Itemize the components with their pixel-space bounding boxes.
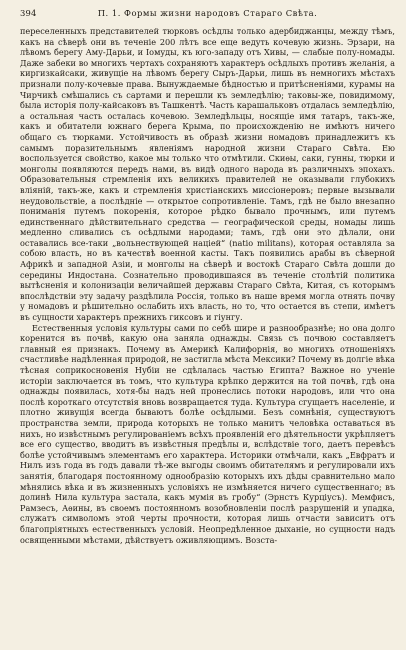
running-title: П. 1. Формы жизни народовъ Стараго Свѣта. [97,8,318,18]
page-header [20,8,395,21]
paragraph-1: переселенныхъ представителей тюрковъ осѣдлы только адербиджанцы, между тѣмъ, какъ на сѣверѣ они въ теченіе 200 лѣтъ все еще ведуть кочевую жизнь. Эрзари, на лѣвомъ берегу Аму-Дарьи, и Іомуды, къ юго-западу отъ Хивы, — слабые полу-номады. Даже забеки во многихъ чертахъ сохраняютъ характеръ осѣдлыхъ противъ желанія, а киргизкайсаки, живущіе на лѣвомъ берегу Сыръ-Дарьи, лишь въ немногихъ мѣстахъ признали полу-кочевые права. Вынуждаемые бѣдностью и притѣсненіями, курамы на Чирчикѣ смѣшались съ сартами и перешли къ земледѣлію; таковы-же, повидимому, была исторія полу-кайсаковъ въ Ташкентѣ. Часть карашальковъ отдалась земледѣлію, а остальная часть осталась кочевою. Земледѣльцы, носящіе имя татаръ, такъ-же, какъ и обитатели южнаго берега Крыма, по происхожденію не имѣютъ ничего общаго съ тюрками. Устойчивость въ образѣ жизни номадовъ принадлежитъ къ самымъ поразительнымъ явленіямъ народной жизни Стараго Свѣта. Ею воспользуется свойство, какое мы только что отмѣтили. Скиѳы, саки, гунны, тюрки и монголы появляются передъ нами, въ видѣ одного народа въ различныхъ эпохахъ. Образовательныя стремленія ихъ великихъ правителей не оказывали глубокихъ вліяній, такъ-же, какъ и стремленія христіанскихъ миссіонеровъ; первые вызывали неудовольствіе, а послѣдніе — открытое сопротивленіе. Тамъ, гдѣ не было внезапно пониманія путемъ покоренія, которое рѣдко бывало прочнымъ, или путемъ единственнаго дѣйствительнаго средства — географической среды, номады лишь медленно сливались съ осѣдлыми народами; тамъ, гдѣ они это дѣлали, они оставались все-таки „вольнествующей націей“ (natio militans), которая оставляла за собою власть, но въ качествѣ военной касты. Такъ появились арабы въ сѣверной Африкѣ и западной Азіи, и монголы на сѣверѣ и востокѣ Стараго Свѣта дошли до середины Индостана. Сознательно проводившаяся въ теченіе столѣтій политика вытѣсненія и колонизаціи величайшей державы Стараго Свѣта, Китая, съ которымъ впослѣдствіи эту задачу раздѣлила Россія, только въ наше время могла отнять почву у номадовъ и рѣшительно ослабить ихъ власть, но то, что остается въ степи, имѣетъ въ сущности характеръ прежнихъ гиксовъ и гіунгу. [20,26,395,323]
body-text [20,26,395,545]
paragraph-2: Естественныя условія культуры сами по себѣ шире и разнообразнѣе; но она долго коренится въ почвѣ, какую она заняла однажды. Связь съ почвою составляетъ главный ея признакъ. Почему въ Америкѣ Калифорнія, во многихъ отношеніяхъ счастливѣе надѣленная природой, не застигла мѣста Мексики? Почему въ долгіе вѣка тѣсная соприкосновенія Нубіи не сдѣлалась частью Египта? Важное но ученіе исторіи заключается въ томъ, что культура крѣпко держится на той почвѣ, гдѣ она однажды появилась, хотя-бы надъ ней пронеслись потоки народовъ, или что она послѣ короткаго отсутствія вновь возвращается туда. Культура сгущаетъ населеніе, и плотно живущія всегда бываютъ болѣе осѣдлыми. Безъ сомнѣнія, существуютъ пространства земли, природа которыхъ не только манитъ человѣка оставаться въ нихъ, но извѣстнымъ регулированіемъ всѣхъ проявленій его дѣятельности укрѣпляетъ все его существо, вводитъ въ извѣстныя предѣлы и, вслѣдствіе того, даетъ перевѣсъ болѣе устойчивымъ элементамъ его характера. Историки отмѣчали, какъ „Евфратъ и Нилъ изъ года въ годъ давали тѣ-же выгоды своимъ обитателямъ и регулировали ихъ занятія, благодаря постоянному однообразію которыхъ ихъ дѣды сравнительно мало мѣнялись вѣка и въ жизненныхъ условіяхъ не измѣняется ничего существеннаго; въ долинѣ Нила культура застала, какъ мумія въ гробу“ (Эрнстъ Курціусъ). Мемфисъ, Рамзесъ, Аѳины, въ своемъ постоянномъ возобновленіи послѣ разрушеній и упадка, служатъ символомъ этой черты прочности, которая лишь отчасти зависитъ отъ благопріятныхъ естественныхъ условій. Неопредѣленное дыханіе, но сущности надъ освященными мѣстами, дѣйствуетъ оживляющимъ. Возста- [20,322,395,545]
page-number: 394 [20,8,37,18]
